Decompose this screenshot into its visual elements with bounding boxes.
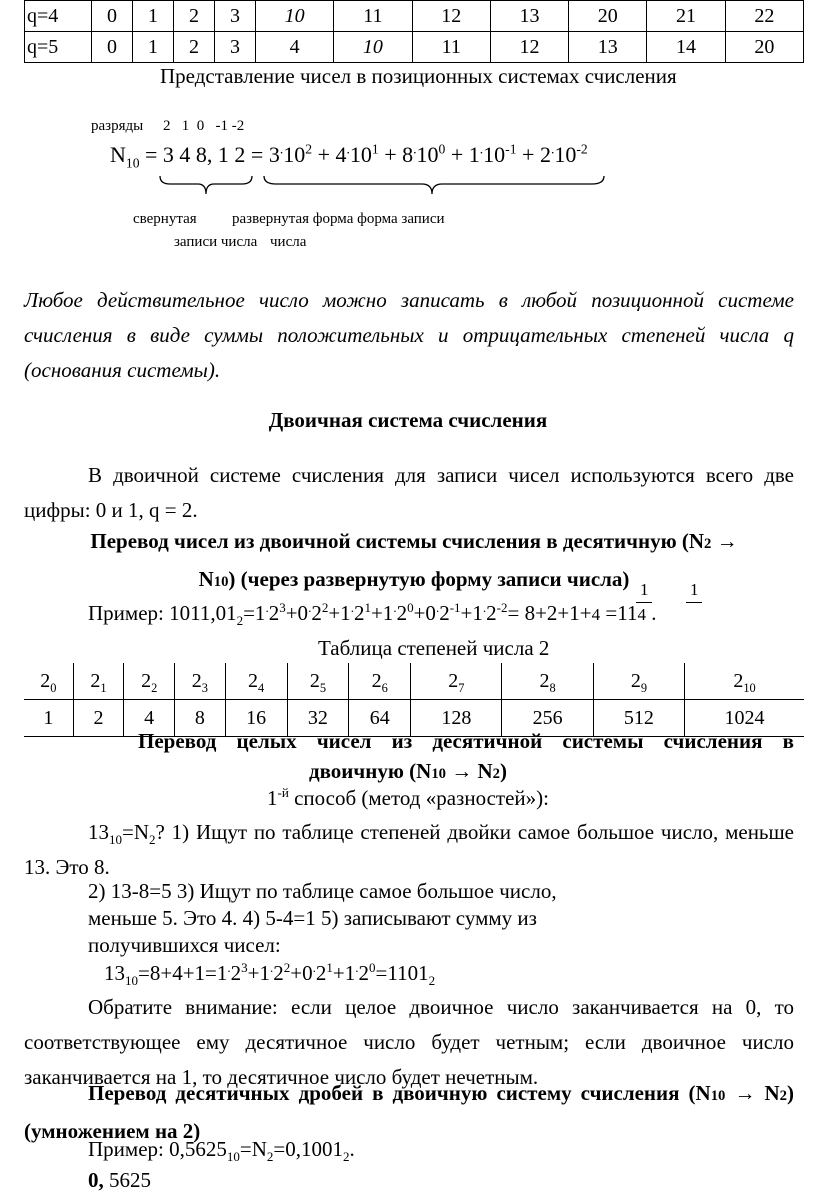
folded-label-2: записи числа — [174, 234, 258, 250]
statement: Любое действительное число можно записать в любой позиционной системе счисления в виде суммы положительных и отрицательных степеней числа q (основания системы). — [24, 288, 794, 382]
expanded-label: развернутая форма форма записи — [232, 211, 445, 227]
folded-label: свернутая — [133, 211, 197, 227]
frac-last: 0, 5625 — [88, 1168, 151, 1192]
frac2-bar — [686, 602, 702, 603]
power-value: 16 — [225, 700, 287, 737]
step2: 2) 13-8=5 3) Ищут по таблице самое большое число, — [88, 879, 557, 903]
table-cell: 4 — [256, 32, 334, 63]
table-cell: 0 — [92, 1, 133, 32]
table-row — [24, 663, 804, 700]
binary-intro: В двоичной системе счисления для записи чисел используются всего две цифры: 0 и 1, q = 2. — [24, 463, 794, 522]
table-cell: 2 — [174, 1, 215, 32]
expanded-label-2: числа — [270, 234, 307, 250]
folded-brace — [158, 174, 254, 196]
table-cell: 11 — [334, 1, 412, 32]
power-header: $2_{10}$ — [685, 663, 804, 700]
power-value: 32 — [287, 700, 349, 737]
binary-heading: Двоичная система счисления — [268, 408, 548, 432]
int-heading-2: двоичную (N10 → N2) — [308, 759, 508, 783]
power-value: 1 — [24, 700, 73, 737]
table-cell: 12 — [412, 1, 490, 32]
table-cell: 2 — [174, 32, 215, 63]
frac-example: Пример: $0,5625_{10}=N_2=0,1001_2$. — [88, 1137, 355, 1165]
positional-formula: $N_{10} = 3$ 4 8, 1 $2 = 3^.10^2 + 4^.10^1 + 8^.10^0 + 1^.10^{-1} + 2^.10^{-2}$ — [110, 141, 588, 171]
power-value: 4 — [124, 700, 175, 737]
power-header: $2_6$ — [349, 663, 411, 700]
power-value: 256 — [502, 700, 593, 737]
power-header: $2_4$ — [225, 663, 287, 700]
power-value: 128 — [411, 700, 502, 737]
row-label: q=5 — [25, 32, 92, 63]
power-header: $2_3$ — [175, 663, 226, 700]
power-header: $2_7$ — [411, 663, 502, 700]
power-value: 512 — [593, 700, 684, 737]
table-cell: 21 — [647, 1, 725, 32]
expanded-brace — [262, 174, 606, 196]
table-cell: 13 — [490, 1, 568, 32]
positional-caption: Представление чисел в позиционных системах счисления — [160, 64, 677, 88]
conv-heading: Перевод чисел из двоичной системы счисления в десятичную (N2 → N10) (через развернутую форму записи числа) — [90, 529, 738, 591]
step1: $13_{10}=N_2$? 1) Ищут по таблице степеней двойки самое большое число, меньше 13. Это 8. — [24, 820, 794, 879]
row-label: q=4 — [25, 1, 92, 32]
table-cell: 3 — [215, 32, 256, 63]
power-header: $2_5$ — [287, 663, 349, 700]
power-header: $2_9$ — [593, 663, 684, 700]
frac2-num: 1 — [690, 580, 699, 599]
table-row — [25, 1, 804, 32]
digits-label: разряды — [91, 118, 144, 134]
base-table — [24, 0, 804, 63]
step4: получившихся чисел: — [88, 933, 281, 957]
table-cell: 20 — [569, 1, 647, 32]
binary-example: Пример: $1011,01_2=1^.2^3+0^.2^2+1^.2^1+1^.2^0+0^.2^{-1}+1^.2^{-2}= 8+2+1+4 =114$ . — [88, 600, 657, 629]
table-cell: 1 — [133, 1, 174, 32]
int-heading-1: Перевод целых чисел из десятичной системы счисления в — [138, 729, 794, 753]
digit-positions: 2 1 0 -1 -2 — [163, 118, 245, 134]
table-cell: 22 — [725, 1, 803, 32]
table-cell: 14 — [647, 32, 725, 63]
table-cell: 11 — [412, 32, 490, 63]
table-cell: 10 — [334, 32, 412, 63]
step3: меньше 5. Это 4. 4) 5-4=1 5) записывают сумму из — [88, 906, 537, 930]
power-header: $2_1$ — [73, 663, 124, 700]
power-value: 64 — [349, 700, 411, 737]
powers-caption: Таблица степеней числа 2 — [318, 636, 550, 660]
parity-note: Обратите внимание: если целое двоичное число заканчивается на 0, то соответствующее ему десятичное число будет четным; если двоичное число заканчивается на 1, то десятичное число будет нечетным. — [24, 995, 794, 1089]
power-value: 1024 — [685, 700, 804, 737]
power-value: 8 — [175, 700, 226, 737]
table-cell: 12 — [490, 32, 568, 63]
power-header: $2_0$ — [24, 663, 73, 700]
table-cell: 13 — [569, 32, 647, 63]
power-value: 2 — [73, 700, 124, 737]
table-row — [25, 32, 804, 63]
table-cell: 20 — [725, 32, 803, 63]
method-title: $1^{-й}$ способ (метод «разностей»): — [267, 785, 549, 810]
table-cell: 1 — [133, 32, 174, 63]
table-cell: 0 — [92, 32, 133, 63]
table-cell: 10 — [256, 1, 334, 32]
int-result: $13_{10}=8+4+1=1^.2^3+1^.2^2+0^.2^1+1^.2^0=1101_2$ — [104, 960, 436, 989]
table-cell: 3 — [215, 1, 256, 32]
frac1-num: 1 — [640, 580, 649, 599]
power-header: $2_8$ — [502, 663, 593, 700]
power-header: $2_2$ — [124, 663, 175, 700]
frac-heading: Перевод десятичных дробей в двоичную систему счисления (N10 → N2) (умножением на 2) — [24, 1081, 794, 1143]
